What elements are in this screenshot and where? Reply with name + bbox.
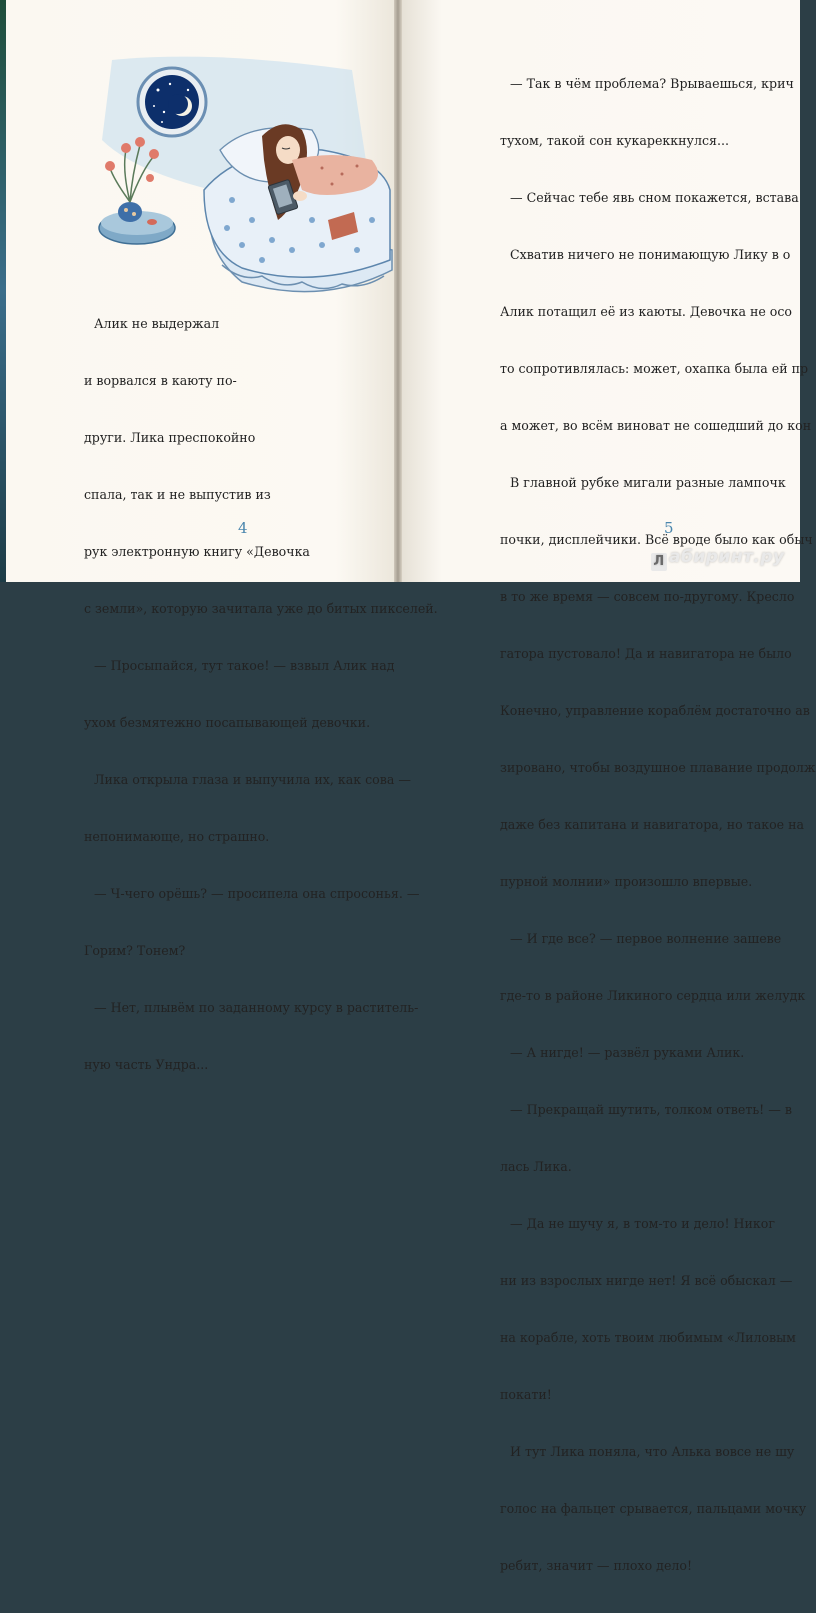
text-line: лась Лика.: [500, 1159, 572, 1174]
left-page-text: [84, 276, 438, 1112]
text-line: то сопротивлялась: может, охапка была ей пр: [500, 361, 809, 376]
watermark-text: абиринт.ру: [669, 547, 785, 567]
text-line: Горим? Тонем?: [84, 943, 186, 958]
text-line: Лика открыла глаза и выпучила их, как сова —: [94, 772, 411, 787]
girl-sleeping-in-bed-illustration: [92, 50, 392, 310]
text-line: с земли», которую зачитала уже до битых пикселей.: [84, 601, 438, 616]
text-line: — Так в чём проблема? Врываешься, крич: [510, 76, 794, 91]
page-number: 5: [664, 519, 674, 537]
text-line: а может, во всём виноват не сошедший до кон: [500, 418, 812, 433]
text-line: голос на фальцет срывается, пальцами мочку: [500, 1501, 807, 1516]
text-line: ребит, значит — плохо дело!: [500, 1558, 693, 1573]
text-line: Схватив ничего не понимающую Лику в о: [510, 247, 791, 262]
labirint-logo-icon: Л: [651, 553, 667, 571]
labirint-watermark: [651, 547, 785, 571]
text-line: Алик потащил её из каюты. Девочка не осо: [500, 304, 793, 319]
text-line: други. Лика преспокойно: [84, 430, 256, 445]
left-page: [6, 0, 438, 1072]
text-line: ную часть Ундра...: [84, 1057, 209, 1072]
text-line: ни из взрослых нигде нет! Я всё обыскал —: [500, 1273, 793, 1288]
text-line: гатора пустовало! Да и навигатора не было: [500, 646, 792, 661]
text-line: — Да не шучу я, в том-то и дело! Никог: [510, 1216, 775, 1231]
right-page-text: [500, 36, 816, 1613]
text-line: — Ч-чего орёшь? — просипела она спросонья. —: [94, 886, 420, 901]
text-line: где-то в районе Ликиного сердца или желудк: [500, 988, 806, 1003]
text-line: — Сейчас тебе явь сном покажется, встава: [510, 190, 799, 205]
text-line: почки, дисплейчики. Всё вроде было как обыч: [500, 532, 813, 547]
text-line: В главной рубке мигали разные лампочк: [510, 475, 786, 490]
page-number: 4: [238, 519, 248, 537]
text-line: и ворвался в каюту по-: [84, 373, 237, 388]
text-line: — Нет, плывём по заданному курсу в раститель-: [94, 1000, 419, 1015]
text-line: в то же время — совсем по-другому. Кресло: [500, 589, 795, 604]
text-line: тухом, такой сон кукареккнулся...: [500, 133, 729, 148]
text-line: непонимающе, но страшно.: [84, 829, 270, 844]
text-line: Конечно, управление кораблём достаточно ав: [500, 703, 810, 718]
text-line: Алик не выдержал: [94, 316, 220, 331]
text-line: спала, так и не выпустив из: [84, 487, 271, 502]
text-line: — Просыпайся, тут такое! — взвыл Алик над: [94, 658, 395, 673]
text-line: даже без капитана и навигатора, но такое на: [500, 817, 805, 832]
text-line: покати!: [500, 1387, 552, 1402]
text-line: пурной молнии» произошло впервые.: [500, 874, 753, 889]
text-line: — И где все? — первое волнение зашеве: [510, 931, 782, 946]
book-spine: [394, 0, 402, 582]
text-line: — Прекращай шутить, толком ответь! — в: [510, 1102, 792, 1117]
text-line: — А нигде! — развёл руками Алик.: [510, 1045, 745, 1060]
text-line: зировано, чтобы воздушное плавание продолж: [500, 760, 816, 775]
text-line: ухом безмятежно посапывающей девочки.: [84, 715, 371, 730]
text-line: на корабле, хоть твоим любимым «Лиловым: [500, 1330, 796, 1345]
text-line: рук электронную книгу «Девочка: [84, 544, 310, 559]
text-line: И тут Лика поняла, что Алька вовсе не шу: [510, 1444, 795, 1459]
right-page: [402, 0, 816, 1573]
